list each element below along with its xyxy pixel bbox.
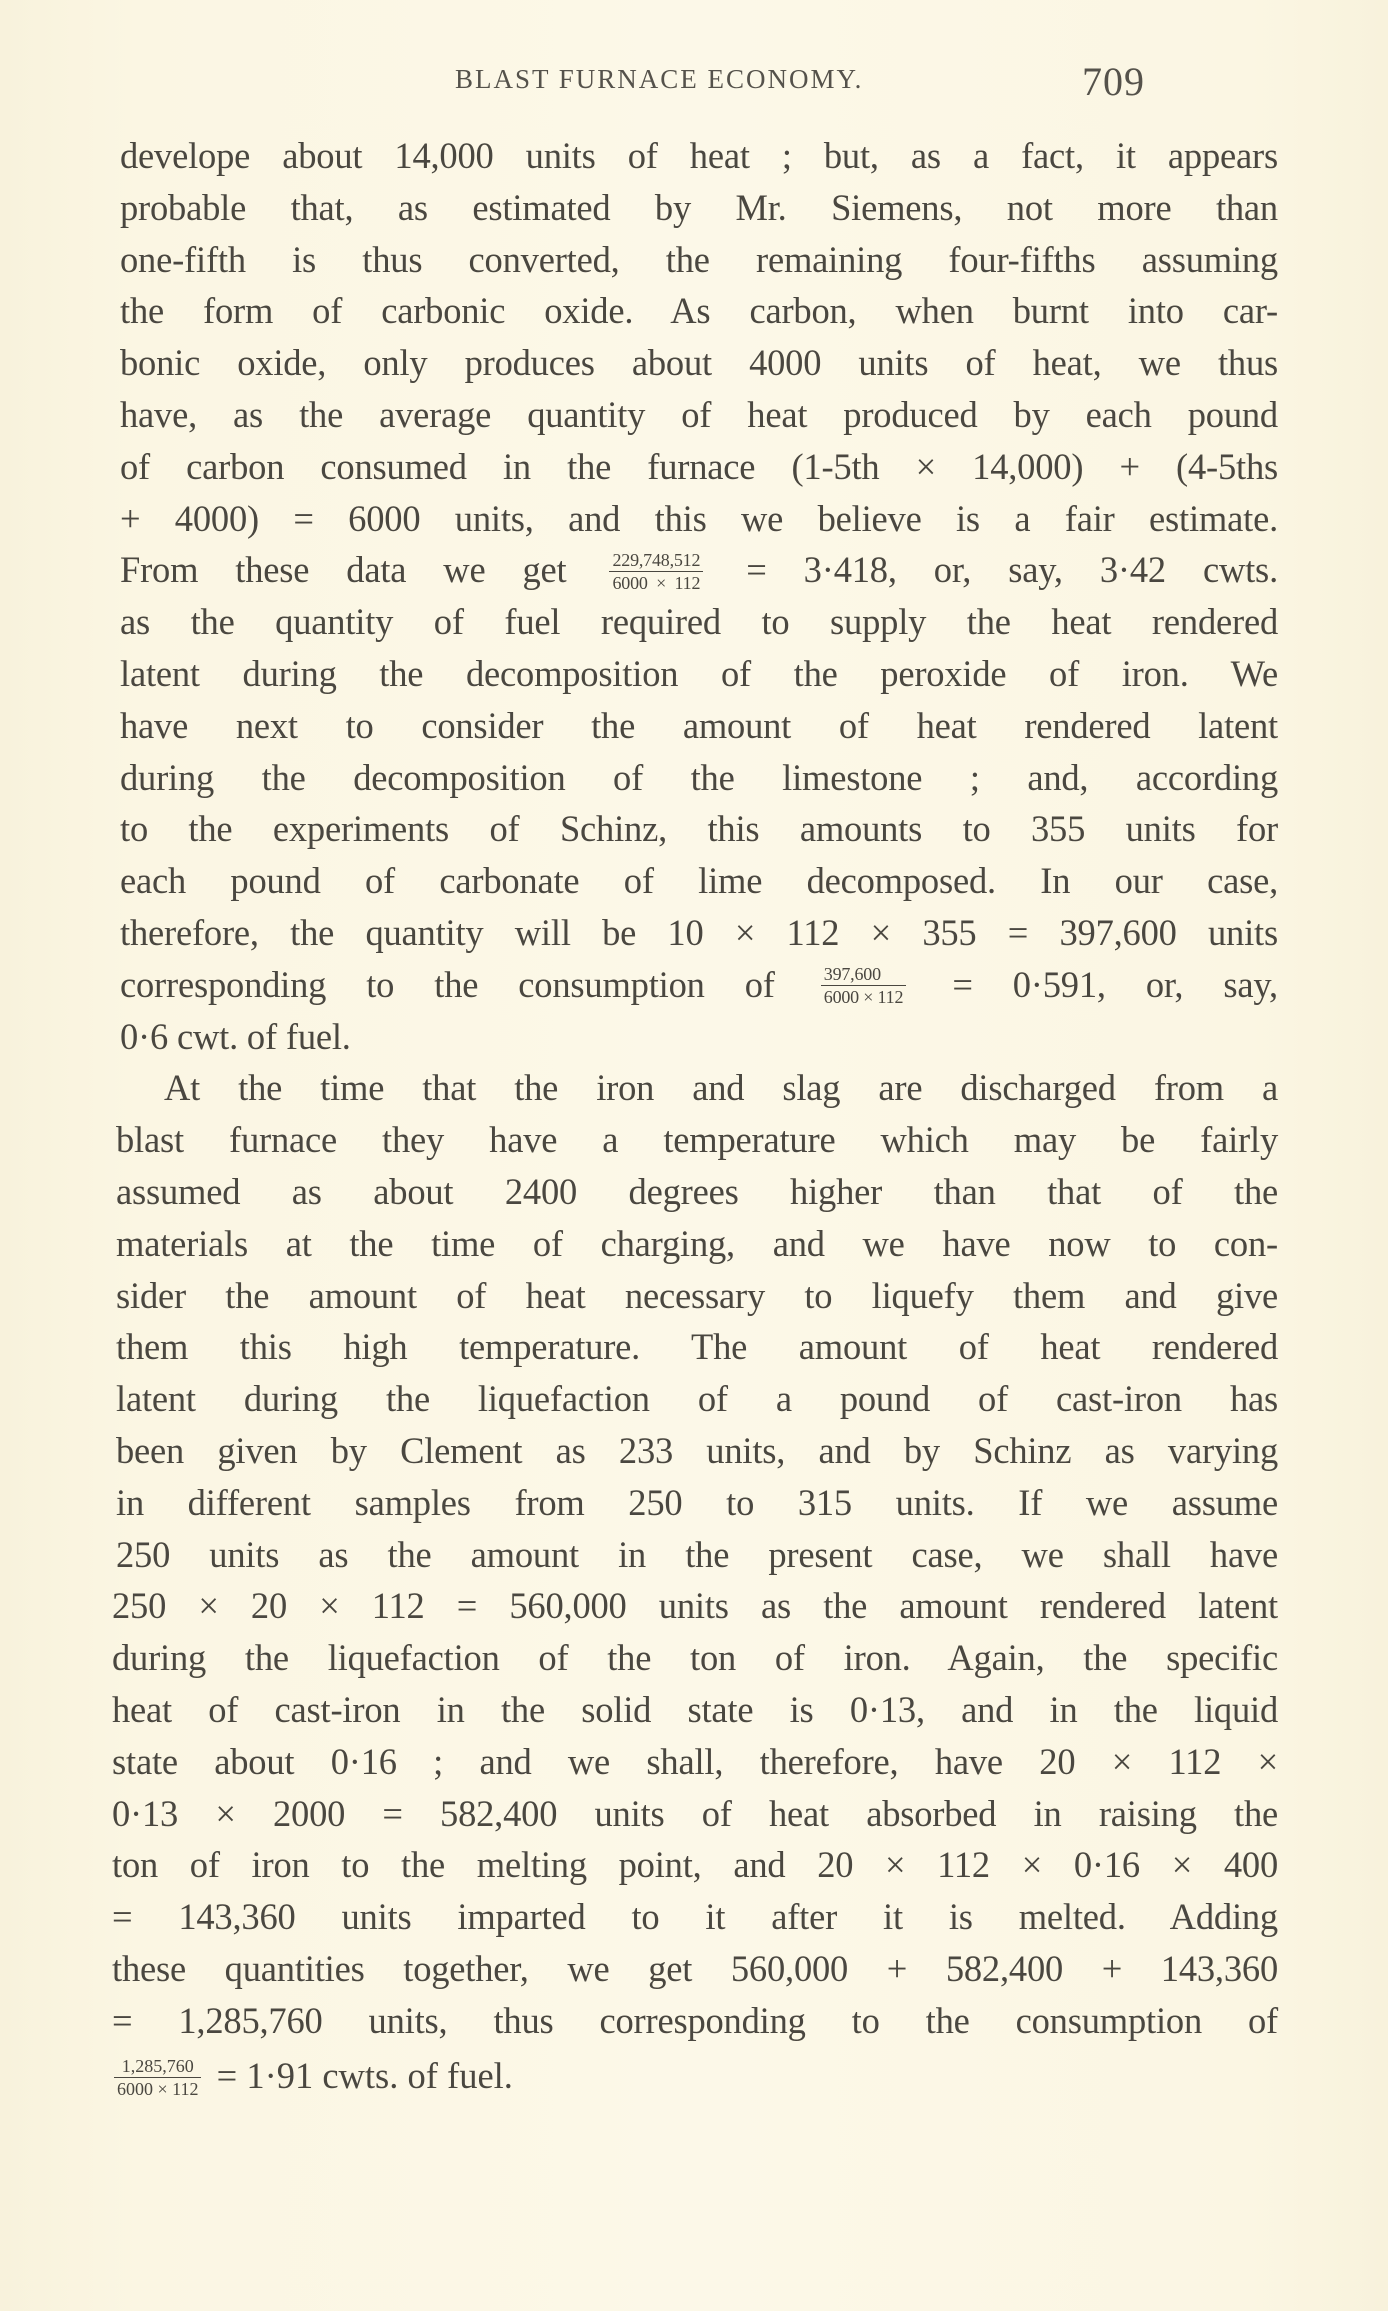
equation-line-fuel-limestone [120,959,1278,1011]
text-line: have next to consider the amount of heat rendered latent [120,704,1278,746]
equation-line-fuel-liquefaction [114,2046,1278,2106]
text-line: latent during the liquefaction of a pound of cast-iron has [116,1378,1278,1420]
fraction-numerator: 397,600 [821,964,906,986]
text-line: 250 × 20 × 112 = 560,000 units as the amount rendered latent [112,1585,1278,1627]
body-text [112,130,1278,2106]
text-line: = 143,360 units imparted to it after it is melted. Adding [112,1896,1278,1938]
text-line: materials at the time of charging, and we have now to con- [116,1222,1278,1264]
text-line: each pound of carbonate of lime decomposed. In our case, [120,860,1278,902]
page-number: 709 [1082,59,1145,104]
text-line: sider the amount of heat necessary to liquefy them and give [116,1274,1278,1316]
text-line: them this high temperature. The amount of heat rendered [116,1326,1278,1368]
text-line: blast furnace they have a temperature which may be fairly [116,1119,1278,1161]
text-line: therefore, the quantity will be 10 × 112 × 355 = 397,600 units [120,911,1278,953]
fraction-denominator: 6000 × 112 [823,986,904,1007]
text-line: 0·6 cwt. of fuel. [120,1015,351,1057]
running-title: BLAST FURNACE ECONOMY. [455,64,864,94]
text-line: as the quantity of fuel required to supply the heat rendered [120,601,1278,643]
text-line: been given by Clement as 233 units, and by Schinz as varying [116,1429,1278,1471]
fraction [609,550,703,593]
text-line: 250 units as the amount in the present case, we shall have [116,1533,1278,1575]
fraction-numerator: 229,748,512 [609,550,703,572]
text-line: the form of carbonic oxide. As carbon, when burnt into car- [120,290,1278,332]
text-line: assumed as about 2400 degrees higher than that of the [116,1170,1278,1212]
equation-prefix: From these data we get [120,549,567,591]
paragraph-first-line: At the time that the iron and slag are discharged from a [164,1067,1278,1109]
text-line: ton of iron to the melting point, and 20 × 112 × 0·16 × 400 [112,1844,1278,1886]
text-line: have, as the average quantity of heat produced by each pound [120,393,1278,435]
text-line: heat of cast-iron in the solid state is 0·13, and in the liquid [112,1688,1278,1730]
text-line: = 1,285,760 units, thus corresponding to the consumption of [112,1999,1278,2041]
text-line: these quantities together, we get 560,000 + 582,400 + 143,360 [112,1947,1278,1989]
fraction [821,964,906,1007]
fraction-denominator: 6000 × 112 [612,572,701,593]
text-line: in different samples from 250 to 315 units. If we assume [116,1481,1278,1523]
fraction-numerator: 1,285,760 [114,2056,201,2078]
equation-result: = 3·418, or, say, 3·42 cwts. [746,549,1278,591]
equation-result: = 0·591, or, say, [952,963,1278,1005]
text-line: + 4000) = 6000 units, and this we believe is a fair estimate. [120,497,1278,539]
text-line: to the experiments of Schinz, this amounts to 355 units for [120,808,1278,850]
text-line: probable that, as estimated by Mr. Siemens, not more than [120,186,1278,228]
equation-line-fuel-peroxide [120,544,1278,596]
running-head [0,58,1388,108]
equation-prefix: corresponding to the consumption of [120,963,775,1005]
text-line: one-fifth is thus converted, the remaining four-fifths assuming [120,238,1278,280]
text-line: latent during the decomposition of the peroxide of iron. We [120,652,1278,694]
text-line: during the liquefaction of the ton of iron. Again, the specific [112,1637,1278,1679]
text-line: 0·13 × 2000 = 582,400 units of heat absorbed in raising the [112,1792,1278,1834]
fraction-denominator: 6000 × 112 [117,2078,199,2099]
text-line: bonic oxide, only produces about 4000 units of heat, we thus [120,342,1278,384]
text-line: during the decomposition of the limestone ; and, according [120,756,1278,798]
text-line: develope about 14,000 units of heat ; but, as a fact, it appears [120,135,1278,176]
fraction [114,2056,201,2099]
equation-result: = 1·91 cwts. of fuel. [216,2055,513,2097]
text-line: state about 0·16 ; and we shall, therefore, have 20 × 112 × [112,1740,1278,1782]
text-line: of carbon consumed in the furnace (1-5th × 14,000) + (4-5ths [120,445,1278,487]
